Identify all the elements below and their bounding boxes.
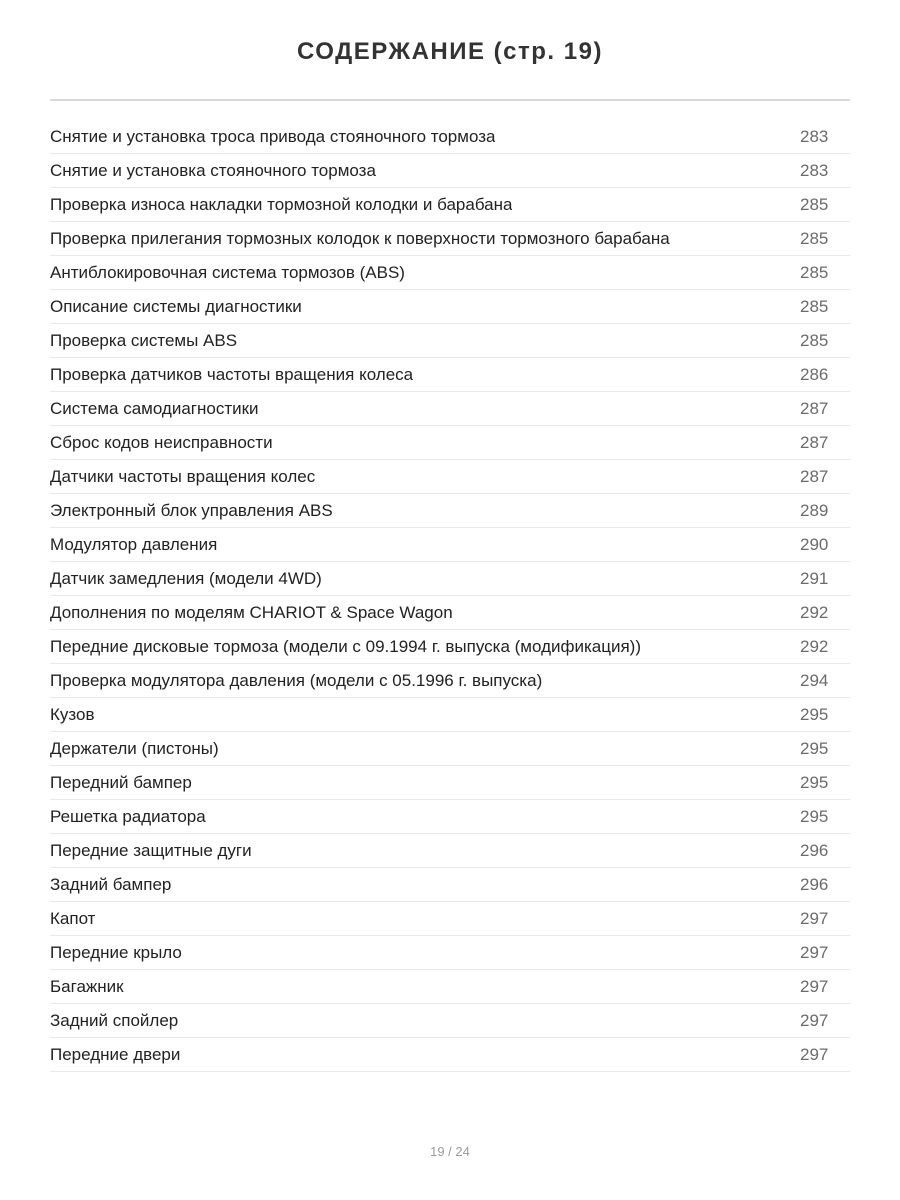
- toc-entry-page-number: 285: [800, 262, 829, 282]
- toc-entry-page-number: 292: [800, 602, 829, 622]
- toc-entry-title: Капот: [50, 908, 96, 928]
- toc-entry[interactable]: [50, 698, 850, 732]
- toc-entry[interactable]: [50, 664, 850, 698]
- toc-entry-title: Датчики частоты вращения колес: [50, 466, 316, 486]
- toc-entry[interactable]: [50, 1004, 850, 1038]
- title-divider: [50, 99, 850, 101]
- toc-entry-title: Антиблокировочная система тормозов (ABS): [50, 262, 405, 282]
- toc-entry-title: Держатели (пистоны): [50, 738, 219, 758]
- toc-entry-title: Датчик замедления (модели 4WD): [50, 568, 322, 588]
- toc-entry-title: Электронный блок управления ABS: [50, 500, 333, 520]
- page-title: СОДЕРЖАНИЕ (стр. 19): [297, 38, 603, 65]
- toc-entry-page-number: 289: [800, 500, 829, 520]
- toc-entry-title: Багажник: [50, 976, 124, 996]
- toc-entry-title: Описание системы диагностики: [50, 296, 302, 316]
- toc-entry-page-number: 287: [800, 466, 829, 486]
- toc-entry-page-number: 283: [800, 160, 829, 180]
- toc-entry-title: Проверка модулятора давления (модели с 05.1996 г. выпуска): [50, 670, 543, 690]
- toc-entry-page-number: 287: [800, 398, 829, 418]
- toc-entry-page-number: 283: [800, 126, 829, 146]
- toc-entry[interactable]: [50, 732, 850, 766]
- toc-entry-title: Снятие и установка стояночного тормоза: [50, 160, 376, 180]
- toc-entry[interactable]: [50, 834, 850, 868]
- toc-entry-page-number: 290: [800, 534, 829, 554]
- toc-entry[interactable]: [50, 154, 850, 188]
- toc-entry-title: Дополнения по моделям CHARIOT & Space Wagon: [50, 602, 453, 622]
- toc-entry-page-number: 285: [800, 194, 829, 214]
- toc-entry-page-number: 297: [800, 976, 829, 996]
- toc-entry[interactable]: [50, 1038, 850, 1072]
- toc-entry[interactable]: [50, 188, 850, 222]
- toc-entry-page-number: 295: [800, 704, 829, 724]
- toc-entry-page-number: 297: [800, 942, 829, 962]
- toc-entry-page-number: 297: [800, 1010, 829, 1030]
- toc-entry[interactable]: [50, 596, 850, 630]
- toc-entry-title: Снятие и установка троса привода стояночного тормоза: [50, 126, 496, 146]
- toc-entry-title: Передние защитные дуги: [50, 840, 252, 860]
- toc-entry[interactable]: [50, 766, 850, 800]
- toc-entry-title: Передние крыло: [50, 942, 182, 962]
- toc-entry-title: Решетка радиатора: [50, 806, 206, 826]
- toc-entry-title: Кузов: [50, 704, 95, 724]
- toc-entry-page-number: 295: [800, 772, 829, 792]
- toc-entry[interactable]: [50, 256, 850, 290]
- toc-entry-page-number: 287: [800, 432, 829, 452]
- toc-entry[interactable]: [50, 902, 850, 936]
- toc-entry-title: Проверка износа накладки тормозной колодки и барабана: [50, 194, 513, 214]
- toc-entry[interactable]: [50, 222, 850, 256]
- toc-entry-title: Проверка датчиков частоты вращения колеса: [50, 364, 414, 384]
- toc-entry[interactable]: [50, 868, 850, 902]
- toc-entry-title: Модулятор давления: [50, 534, 218, 554]
- toc-entry-title: Задний спойлер: [50, 1010, 179, 1030]
- toc-list: [50, 120, 850, 1072]
- toc-entry-page-number: 297: [800, 908, 829, 928]
- toc-entry-page-number: 285: [800, 228, 829, 248]
- toc-entry-page-number: 285: [800, 330, 829, 350]
- toc-entry[interactable]: [50, 392, 850, 426]
- toc-entry-title: Передние двери: [50, 1044, 181, 1064]
- toc-entry-title: Сброс кодов неисправности: [50, 432, 273, 452]
- toc-entry[interactable]: [50, 358, 850, 392]
- toc-entry-page-number: 292: [800, 636, 829, 656]
- toc-entry[interactable]: [50, 562, 850, 596]
- toc-entry[interactable]: [50, 290, 850, 324]
- toc-entry[interactable]: [50, 800, 850, 834]
- toc-entry[interactable]: [50, 460, 850, 494]
- toc-entry-title: Передние дисковые тормоза (модели с 09.1994 г. выпуска (модификация)): [50, 636, 641, 656]
- toc-entry[interactable]: [50, 970, 850, 1004]
- toc-entry[interactable]: [50, 494, 850, 528]
- toc-entry-page-number: 285: [800, 296, 829, 316]
- toc-entry-page-number: 296: [800, 874, 829, 894]
- toc-entry[interactable]: [50, 936, 850, 970]
- toc-entry[interactable]: [50, 120, 850, 154]
- toc-entry[interactable]: [50, 426, 850, 460]
- toc-entry[interactable]: [50, 630, 850, 664]
- toc-entry-title: Проверка системы ABS: [50, 330, 238, 350]
- toc-entry[interactable]: [50, 528, 850, 562]
- toc-entry-page-number: 295: [800, 806, 829, 826]
- toc-entry-page-number: 296: [800, 840, 829, 860]
- toc-entry-page-number: 291: [800, 568, 829, 588]
- toc-entry-title: Передний бампер: [50, 772, 192, 792]
- toc-entry-title: Проверка прилегания тормозных колодок к поверхности тормозного барабана: [50, 228, 670, 248]
- toc-entry[interactable]: [50, 324, 850, 358]
- toc-entry-title: Система самодиагностики: [50, 398, 259, 418]
- toc-entry-title: Задний бампер: [50, 874, 172, 894]
- toc-entry-page-number: 295: [800, 738, 829, 758]
- toc-entry-page-number: 286: [800, 364, 829, 384]
- page-number: 19 / 24: [430, 1144, 470, 1159]
- toc-entry-page-number: 294: [800, 670, 829, 690]
- toc-entry-page-number: 297: [800, 1044, 829, 1064]
